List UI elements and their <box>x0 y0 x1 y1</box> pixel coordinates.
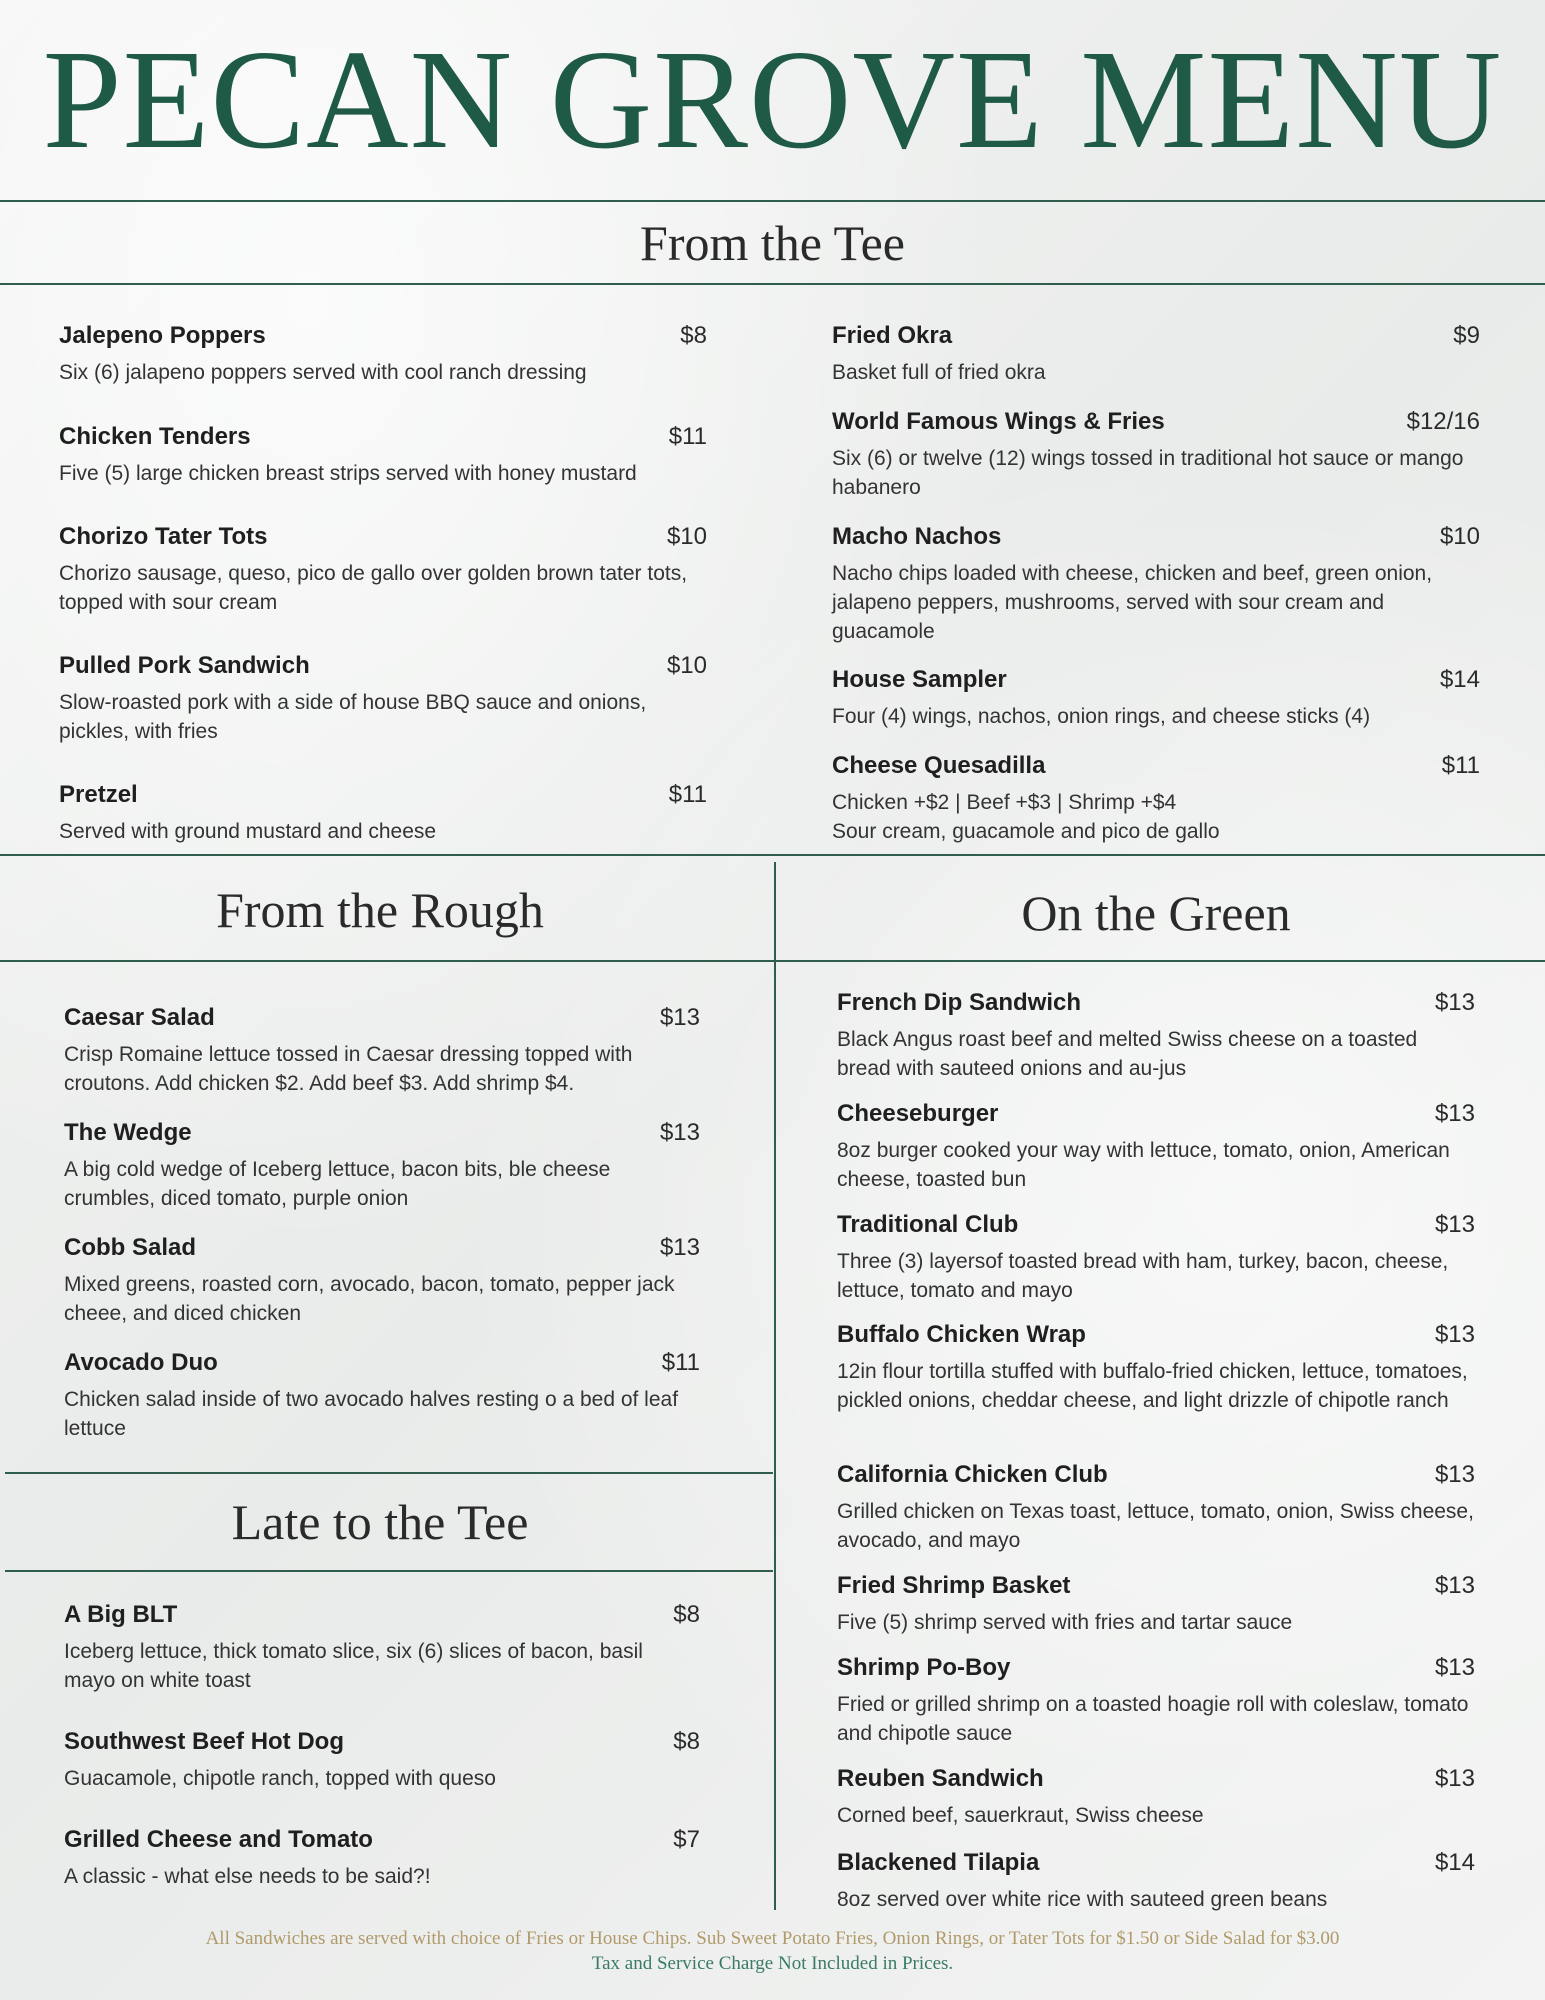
menu-item <box>837 1572 1475 1637</box>
item-price: $13 <box>1434 1100 1475 1127</box>
section-title-on-the-green: On the Green <box>1021 885 1291 941</box>
menu-item <box>59 523 707 617</box>
item-price: $13 <box>1434 1654 1475 1681</box>
menu-item <box>64 1234 700 1328</box>
section-title-from-the-rough: From the Rough <box>216 882 544 938</box>
menu-item <box>837 1849 1475 1914</box>
item-name: Buffalo Chicken Wrap <box>837 1321 1086 1348</box>
item-description: Guacamole, chipotle ranch, topped with queso <box>64 1767 496 1790</box>
divider <box>0 960 1545 962</box>
menu-item <box>837 1654 1475 1748</box>
item-description: Six (6) jalapeno poppers served with cool ranch dressing <box>59 361 587 384</box>
item-name: Grilled Cheese and Tomato <box>64 1826 373 1853</box>
item-name: French Dip Sandwich <box>837 989 1082 1016</box>
item-description: Black Angus roast beef and melted Swiss cheese on a toasted bread with sauteed onions and au-jus <box>837 1028 1418 1080</box>
menu-item <box>832 408 1480 502</box>
menu-item <box>837 1321 1475 1415</box>
item-description-extra: Sour cream, guacamole and pico de gallo <box>832 820 1220 843</box>
item-description: Grilled chicken on Texas toast, lettuce, tomato, onion, Swiss cheese, avocado, and mayo <box>837 1500 1474 1552</box>
item-name: Traditional Club <box>837 1211 1019 1238</box>
menu-item <box>837 1765 1475 1830</box>
item-name: The Wedge <box>64 1119 192 1146</box>
menu-item <box>837 1211 1475 1305</box>
section-title-late-to-the-tee: Late to the Tee <box>231 1494 529 1550</box>
item-description: Mixed greens, roasted corn, avocado, bacon, tomato, pepper jack cheee, and diced chicken <box>64 1273 675 1325</box>
item-price: $12/16 <box>1406 408 1480 435</box>
item-description: Crisp Romaine lettuce tossed in Caesar dressing topped with croutons. Add chicken $2. Add beef $3. Add shrimp $4. <box>64 1043 633 1095</box>
menu-item <box>64 1601 700 1695</box>
menu-item <box>59 652 707 746</box>
item-price: $8 <box>673 1728 700 1755</box>
divider <box>0 854 1545 856</box>
item-name: Cheeseburger <box>837 1100 999 1127</box>
divider <box>5 1472 773 1474</box>
item-price: $13 <box>1434 1572 1475 1599</box>
item-price: $13 <box>1434 1461 1475 1488</box>
footer-sides-note: All Sandwiches are served with choice of Fries or House Chips. Sub Sweet Potato Fries, Onion Rings, or Tater Tots for $1.50 or Side Salad for $3.00 <box>205 1928 1340 1949</box>
menu-item <box>64 1826 700 1891</box>
item-price: $13 <box>1434 1321 1475 1348</box>
item-price: $13 <box>659 1004 700 1031</box>
item-description: Chicken +$2 | Beef +$3 | Shrimp +$4 <box>832 791 1177 814</box>
item-price: $11 <box>661 1349 700 1376</box>
item-price: $8 <box>680 322 707 349</box>
item-name: Pretzel <box>59 781 138 808</box>
item-price: $13 <box>1434 989 1475 1016</box>
item-name: Chicken Tenders <box>59 423 251 450</box>
item-name: Cheese Quesadilla <box>832 752 1046 779</box>
item-description: 8oz burger cooked your way with lettuce, tomato, onion, American cheese, toasted bun <box>837 1139 1450 1191</box>
menu-item <box>64 1119 700 1213</box>
item-price: $13 <box>659 1234 700 1261</box>
item-price: $13 <box>659 1119 700 1146</box>
menu-item <box>59 781 707 846</box>
item-name: World Famous Wings & Fries <box>832 408 1165 435</box>
item-price: $10 <box>666 652 707 679</box>
menu-item <box>832 523 1480 646</box>
item-name: Shrimp Po-Boy <box>837 1654 1011 1681</box>
item-price: $11 <box>1441 752 1480 779</box>
menu-item <box>64 1349 700 1443</box>
item-price: $9 <box>1453 322 1480 349</box>
item-price: $10 <box>1439 523 1480 550</box>
menu-item <box>837 989 1475 1083</box>
section-title-from-the-tee: From the Tee <box>640 215 905 271</box>
divider <box>5 1570 773 1572</box>
item-name: Avocado Duo <box>64 1349 218 1376</box>
item-price: $13 <box>1434 1765 1475 1792</box>
item-description: Chicken salad inside of two avocado halves resting o a bed of leaf lettuce <box>64 1388 679 1440</box>
item-description: 12in flour tortilla stuffed with buffalo-fried chicken, lettuce, tomatoes, pickled onions, cheddar cheese, and light drizzle of chipotle ranch <box>837 1360 1468 1412</box>
item-description: A big cold wedge of Iceberg lettuce, bacon bits, ble cheese crumbles, diced tomato, purple onion <box>64 1158 611 1210</box>
item-name: Reuben Sandwich <box>837 1765 1044 1792</box>
item-name: Fried Okra <box>832 322 953 349</box>
item-name: A Big BLT <box>64 1601 178 1628</box>
item-description: Six (6) or twelve (12) wings tossed in traditional hot sauce or mango habanero <box>832 447 1464 499</box>
item-description: Chorizo sausage, queso, pico de gallo over golden brown tater tots, topped with sour cream <box>59 562 688 614</box>
menu-item <box>837 1100 1475 1194</box>
divider <box>0 200 1545 202</box>
divider <box>0 283 1545 285</box>
item-description: Fried or grilled shrimp on a toasted hoagie roll with coleslaw, tomato and chipotle sauce <box>837 1693 1469 1745</box>
item-name: Southwest Beef Hot Dog <box>64 1728 344 1755</box>
item-name: Jalepeno Poppers <box>59 322 266 349</box>
menu-item <box>832 322 1480 387</box>
item-description: 8oz served over white rice with sauteed green beans <box>837 1888 1328 1911</box>
item-description: Five (5) shrimp served with fries and tartar sauce <box>837 1611 1293 1634</box>
item-description: Three (3) layersof toasted bread with ham, turkey, bacon, cheese, lettuce, tomato and mayo <box>837 1250 1449 1302</box>
item-description: Five (5) large chicken breast strips served with honey mustard <box>59 462 637 485</box>
item-description: Served with ground mustard and cheese <box>59 820 437 843</box>
item-description: Iceberg lettuce, thick tomato slice, six (6) slices of bacon, basil mayo on white toast <box>64 1640 643 1692</box>
item-price: $10 <box>666 523 707 550</box>
item-name: Fried Shrimp Basket <box>837 1572 1071 1599</box>
item-description: Four (4) wings, nachos, onion rings, and cheese sticks (4) <box>832 705 1371 728</box>
item-name: Blackened Tilapia <box>837 1849 1040 1876</box>
item-description: Corned beef, sauerkraut, Swiss cheese <box>837 1804 1204 1827</box>
menu-item <box>59 423 707 488</box>
menu-title: PECAN GROVE MENU <box>42 20 1503 178</box>
footer-tax-note: Tax and Service Charge Not Included in Prices. <box>591 1953 954 1974</box>
menu-item <box>832 752 1480 846</box>
item-price: $7 <box>673 1826 700 1853</box>
item-description: Basket full of fried okra <box>832 361 1046 384</box>
item-name: House Sampler <box>832 666 1007 693</box>
item-price: $14 <box>1434 1849 1475 1876</box>
item-price: $13 <box>1434 1211 1475 1238</box>
item-name: Caesar Salad <box>64 1004 215 1031</box>
menu-item <box>837 1461 1475 1555</box>
item-price: $11 <box>668 423 707 450</box>
item-name: Cobb Salad <box>64 1234 197 1261</box>
item-name: Macho Nachos <box>832 523 1002 550</box>
item-description: Slow-roasted pork with a side of house BBQ sauce and onions, pickles, with fries <box>59 691 647 743</box>
column-divider <box>774 862 776 1910</box>
menu-item <box>64 1728 700 1793</box>
menu-item <box>64 1004 700 1098</box>
item-price: $8 <box>673 1601 700 1628</box>
item-name: Chorizo Tater Tots <box>59 523 268 550</box>
item-name: California Chicken Club <box>837 1461 1108 1488</box>
item-description: A classic - what else needs to be said?! <box>64 1865 431 1888</box>
item-description: Nacho chips loaded with cheese, chicken and beef, green onion, jalapeno peppers, mushrooms, served with sour cream and guacamole <box>832 562 1433 643</box>
item-price: $11 <box>668 781 707 808</box>
item-name: Pulled Pork Sandwich <box>59 652 310 679</box>
menu-item <box>59 322 707 387</box>
menu-item <box>832 666 1480 731</box>
item-price: $14 <box>1439 666 1480 693</box>
